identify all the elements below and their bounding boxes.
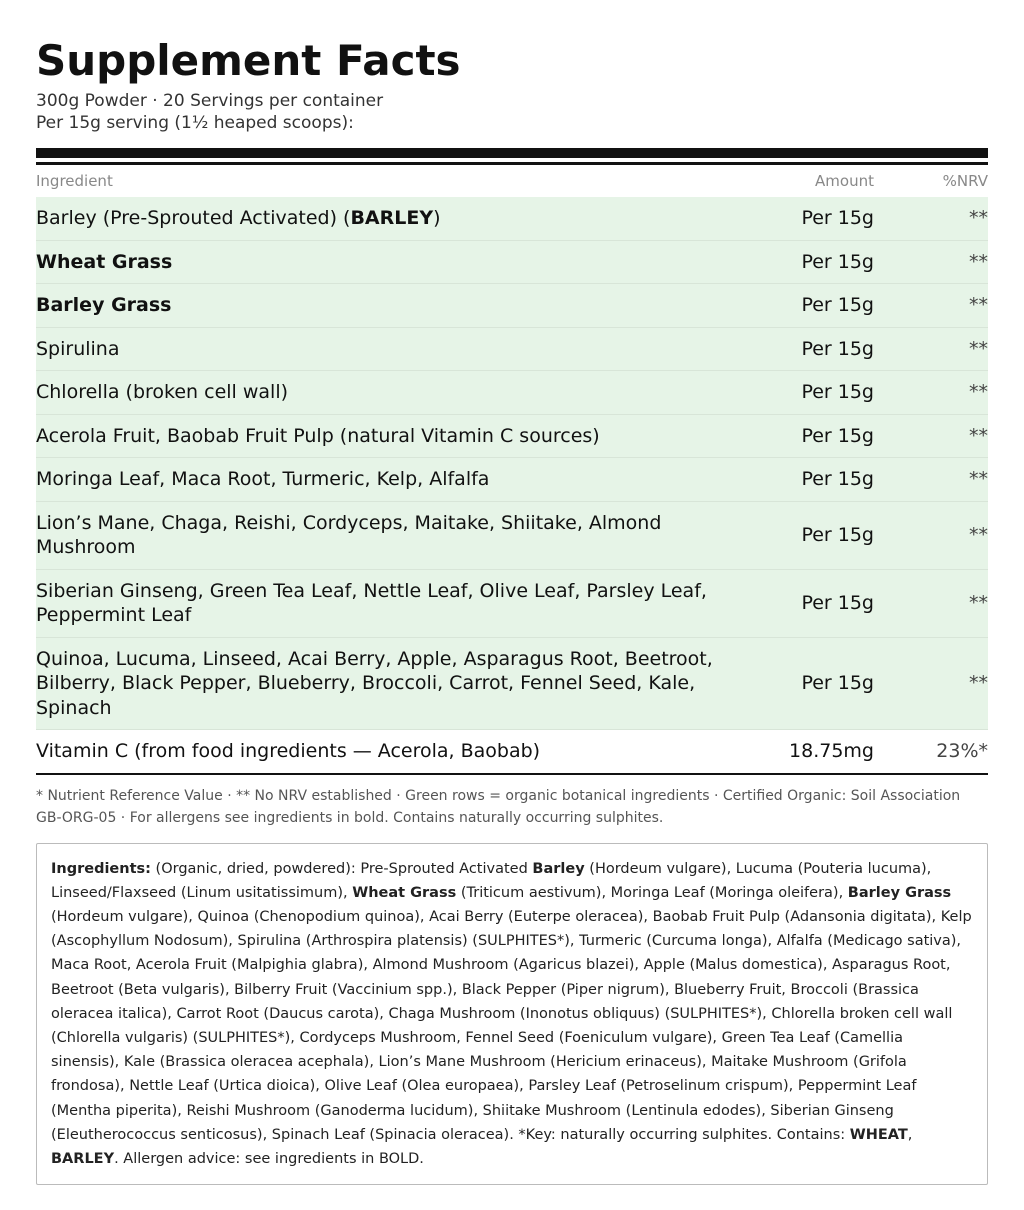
allergen-text: BARLEY xyxy=(350,207,434,229)
table-row xyxy=(36,241,988,285)
header-ingredient: Ingredient xyxy=(36,172,113,190)
footnote: * Nutrient Reference Value · ** No NRV established · Green rows = organic botanical ingredients · Certified Organic: Soil Association GB-ORG-05 · For allergens see ingredients in bold. Contains naturally occurring sulphites. xyxy=(36,787,961,826)
ingredient-text: Lion’s Mane, Chaga, Reishi, Cordyceps, Maitake, Shiitake, Almond Mushroom xyxy=(36,511,662,558)
amount-cell: Per 15g xyxy=(801,337,874,360)
table-row xyxy=(36,730,988,775)
nrv-cell: ** xyxy=(969,591,988,614)
ingredients-text: (Triticum aestivum), Moringa Leaf (Moringa oleifera), xyxy=(456,884,848,901)
allergen-text: Wheat Grass xyxy=(36,250,173,273)
ingredient-text: Barley (Pre-Sprouted Activated) ( xyxy=(36,207,351,229)
page-title: Supplement Facts xyxy=(36,36,461,85)
ingredient-name xyxy=(36,380,754,405)
amount-cell: 18.75mg xyxy=(789,740,874,762)
ingredient-name xyxy=(36,579,754,628)
ingredient-name xyxy=(36,250,754,275)
ingredient-text: Acerola Fruit, Baobab Fruit Pulp (natural Vitamin C sources) xyxy=(36,424,600,447)
nrv-cell: ** xyxy=(969,468,988,490)
ingredients-bold-text: Wheat Grass xyxy=(352,884,457,901)
ingredient-text: Chlorella (broken cell wall) xyxy=(36,381,289,403)
ingredient-name xyxy=(36,647,754,721)
nrv-cell: ** xyxy=(969,672,988,694)
nrv-cell: ** xyxy=(969,424,988,447)
allergen-text: Barley Grass xyxy=(36,294,172,316)
ingredients-bold-text: Ingredients: xyxy=(51,860,151,877)
amount-cell: Per 15g xyxy=(801,424,874,447)
amount-cell: Per 15g xyxy=(801,294,874,316)
container-info: 300g Powder · 20 Servings per container xyxy=(36,91,384,111)
ingredients-box xyxy=(36,843,988,1186)
amount-cell: Per 15g xyxy=(801,591,874,614)
ingredients-bold-text: WHEAT xyxy=(849,1126,908,1143)
ingredient-name xyxy=(36,424,754,449)
amount-cell: Per 15g xyxy=(801,523,874,546)
table-row xyxy=(36,328,988,372)
ingredient-name xyxy=(36,293,754,318)
ingredient-text: Quinoa, Lucuma, Linseed, Acai Berry, Apple, Asparagus Root, Beetroot, Bilberry, Black Pepper, Blueberry, Broccoli, Carrot, Fennel Seed, Kale, Spinach xyxy=(36,647,713,719)
ingredients-text: (Hordeum vulgare), Lucuma (Pouteria lucuma), Linseed/Flaxseed (Linum usitatissimum), xyxy=(51,860,932,901)
ingredients-bold-text: Barley Grass xyxy=(847,884,952,901)
ingredients-text: , xyxy=(907,1126,913,1143)
table-row xyxy=(36,570,988,638)
header-amount: Amount xyxy=(815,172,874,190)
ingredients-text: (Hordeum vulgare), Quinoa (Chenopodium quinoa), Acai Berry (Euterpe oleracea), Baobab Fruit Pulp (Adansonia digitata), Kelp (Ascophyllum Nodosum), Spirulina (Arthrospira platensis) (SULPHITES*), Turmeric (Curcuma longa), Alfalfa (Medicago sativa), Maca Root, Acerola Fruit (Malpighia glabra), Almond Mushroom (Agaricus blazei), Apple (Malus domestica), Asparagus Root, Beetroot (Beta vulgaris), Bilberry Fruit (Vaccinium spp.), Black Pepper (Piper nigrum), Blueberry Fruit, Broccoli (Brassica oleracea italica), Carrot Root (Daucus carota), Chaga Mushroom (Inonotus obliquus) (SULPHITES*), Chlorella broken cell wall (Chlorella vulgaris) (SULPHITES*), Cordyceps Mushroom, Fennel Seed (Foeniculum vulgare), Green Tea Leaf (Camellia sinensis), Kale (Brassica oleracea acephala), Lion’s Mane Mushroom (Hericium erinaceus), Maitake Mushroom (Grifola frondosa), Nettle Leaf (Urtica dioica), Olive Leaf (Olea europaea), Parsley Leaf (Petroselinum crispum), Peppermint Leaf (Mentha piperita), Reishi Mushroom (Ganoderma lucidum), Shiitake Mushroom (Lentinula edodes), Siberian Ginseng (Eleutherococcus senticosus), Spinach Leaf (Spinacia oleracea). *Key: naturally occurring sulphites. Contains: xyxy=(51,908,972,1143)
ingredient-text: Moringa Leaf, Maca Root, Turmeric, Kelp, Alfalfa xyxy=(36,468,490,490)
nrv-cell: ** xyxy=(969,294,988,316)
facts-table-body xyxy=(36,197,988,775)
nrv-cell: ** xyxy=(969,250,988,273)
ingredient-text: Siberian Ginseng, Green Tea Leaf, Nettle Leaf, Olive Leaf, Parsley Leaf, Peppermint Leaf xyxy=(36,579,707,626)
ingredient-text: Vitamin C (from food ingredients — Acerola, Baobab) xyxy=(36,740,541,762)
ingredient-name xyxy=(36,337,754,362)
ingredients-text: (Organic, dried, powdered): Pre-Sprouted Activated xyxy=(150,860,533,877)
nrv-cell: 23%* xyxy=(936,740,988,762)
table-row xyxy=(36,371,988,415)
ingredient-name xyxy=(36,739,754,764)
table-row xyxy=(36,284,988,328)
amount-cell: Per 15g xyxy=(801,381,874,403)
table-row xyxy=(36,502,988,570)
nrv-cell: ** xyxy=(969,381,988,403)
table-row xyxy=(36,458,988,502)
ingredients-text: . Allergen advice: see ingredients in BOLD. xyxy=(114,1150,424,1167)
table-header xyxy=(36,165,988,197)
table-row xyxy=(36,197,988,241)
ingredient-name xyxy=(36,467,754,492)
amount-cell: Per 15g xyxy=(801,207,874,229)
ingredient-name xyxy=(36,206,754,231)
ingredient-text-suffix: ) xyxy=(433,207,441,229)
ingredient-name xyxy=(36,511,754,560)
nrv-cell: ** xyxy=(969,207,988,229)
header-nrv: %NRV xyxy=(942,172,988,190)
ingredients-bold-text: Barley xyxy=(532,860,585,877)
amount-cell: Per 15g xyxy=(801,672,874,694)
nrv-cell: ** xyxy=(969,337,988,360)
table-row xyxy=(36,415,988,459)
ingredients-bold-text: BARLEY xyxy=(51,1150,115,1167)
thick-divider xyxy=(36,148,988,158)
serving-info: Per 15g serving (1½ heaped scoops): xyxy=(36,113,354,133)
amount-cell: Per 15g xyxy=(801,250,874,273)
amount-cell: Per 15g xyxy=(801,468,874,490)
nrv-cell: ** xyxy=(969,523,988,546)
table-row xyxy=(36,638,988,731)
ingredient-text: Spirulina xyxy=(36,337,120,360)
